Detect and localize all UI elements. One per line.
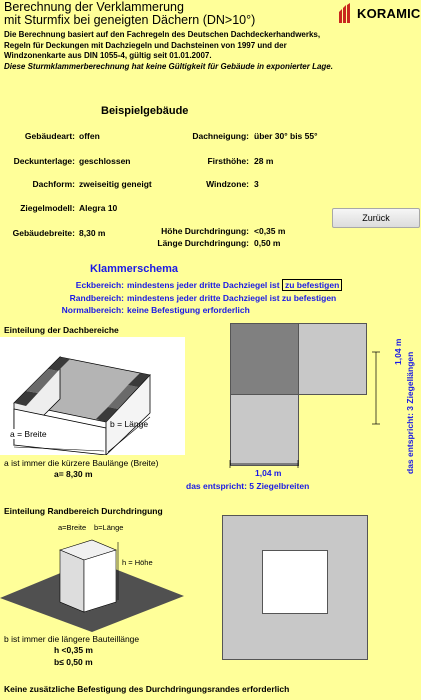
firsthoehe-value: 28 m (254, 156, 274, 166)
gebaeudebreite-value: 8,30 m (79, 228, 106, 238)
eckbereich-label: Eckbereich: (75, 280, 124, 290)
dim-vertical: 1,04 m (393, 338, 403, 365)
durchdringung-opening (262, 550, 328, 614)
gebaeudeart-value: offen (79, 131, 100, 141)
intro-text (4, 30, 364, 72)
intro-line: Die Berechnung basiert auf den Fachregeln des Deutschen Dachdeckerhandwerks, (4, 30, 321, 39)
windzone-label: Windzone: (206, 179, 249, 189)
hoehe-durchdringung-value: <0,35 m (254, 226, 286, 236)
windzone-value: 3 (254, 179, 259, 189)
firsthoehe-label: Firsthöhe: (207, 156, 249, 166)
house-figure (0, 337, 185, 455)
laenge-durchdringung-value: 0,50 m (254, 238, 281, 248)
eckbereich-selected-cell[interactable]: zu befestigen (282, 279, 342, 291)
hoehe-durchdringung-label: Höhe Durchdringung: (161, 226, 249, 236)
logo-text: KORAMIC (357, 6, 421, 21)
ziegelmodell-label: Ziegelmodell: (20, 203, 75, 213)
fig-label-a: a = Breite (10, 429, 47, 439)
eckbereich-text (127, 280, 342, 290)
title-line-1: Berechnung der Verklammerung (4, 0, 184, 14)
durch-fig-b: b=Länge (94, 523, 124, 532)
durchdringung-heading: Einteilung Randbereich Durchdringung (4, 506, 163, 516)
a-value: a= 8,30 m (54, 469, 93, 479)
footer-text: Keine zusätzliche Befestigung des Durchdringungsrandes erforderlich (4, 684, 290, 694)
page-title (4, 1, 255, 27)
gebaeudebreite-label: Gebäudebreite: (12, 228, 75, 238)
dachform-value: zweiseitig geneigt (79, 179, 152, 189)
normalbereich-text: keine Befestigung erforderlich (127, 305, 250, 315)
unterlage-label: Deckunterlage: (13, 156, 75, 166)
durch-fig-a: a=Breite (58, 523, 87, 532)
dach-note: a ist immer die kürzere Baulänge (Breite) (4, 458, 159, 468)
dachneigung-label: Dachneigung: (192, 131, 249, 141)
penetration-drawing (0, 520, 185, 632)
back-button[interactable]: Zurück (332, 208, 420, 228)
title-line-2: mit Sturmfix bei geneigten Dächern (DN>10°) (4, 13, 256, 27)
dim-vertical-note: das entspricht: 3 Ziegellängen (405, 351, 415, 474)
intro-line: Regeln für Deckungen mit Dachziegeln und Dachsteinen von 1997 und der (4, 40, 287, 50)
example-heading: Beispielgebäude (101, 105, 189, 117)
durchdringung-figure (0, 520, 185, 632)
intro-line: Windzonenkarte aus DIN 1055-4, gültig seit 01.01.2007. (4, 51, 212, 60)
koramic-logo-icon (339, 3, 353, 23)
durch-fig-h: h = Höhe (122, 558, 153, 567)
h-value: h <0,35 m (54, 645, 93, 655)
klammerschema-heading: Klammerschema (90, 263, 179, 275)
normalbereich-label: Normalbereich: (61, 305, 124, 315)
dimension-lines (228, 322, 413, 492)
dachform-label: Dachform: (32, 179, 75, 189)
fig-label-b: b = Länge (110, 419, 149, 429)
randbereich-text: mindestens jeder dritte Dachziegel ist zu befestigen (127, 293, 337, 303)
dachbereiche-heading: Einteilung der Dachbereiche (4, 325, 119, 335)
eckbereich-text-a: mindestens jeder dritte Dachziegel ist (127, 280, 280, 290)
ziegelmodell-value: Alegra 10 (79, 203, 118, 213)
dim-horizontal-note: das entspricht: 5 Ziegelbreiten (186, 481, 310, 491)
laenge-durchdringung-label: Länge Durchdringung: (157, 238, 249, 248)
b-value: b≤ 0,50 m (54, 657, 93, 667)
randbereich-label: Randbereich: (69, 293, 124, 303)
durch-note: b ist immer die längere Bauteillänge (4, 634, 140, 644)
gebaeudeart-label: Gebäudeart: (24, 131, 75, 141)
intro-warning: Diese Sturmklammerberechnung hat keine Gültigkeit für Gebäude in exponierter Lage. (4, 61, 333, 71)
unterlage-value: geschlossen (79, 156, 131, 166)
dim-horizontal: 1,04 m (255, 468, 282, 478)
dachneigung-value: über 30° bis 55° (254, 131, 318, 141)
koramic-logo (339, 3, 419, 25)
